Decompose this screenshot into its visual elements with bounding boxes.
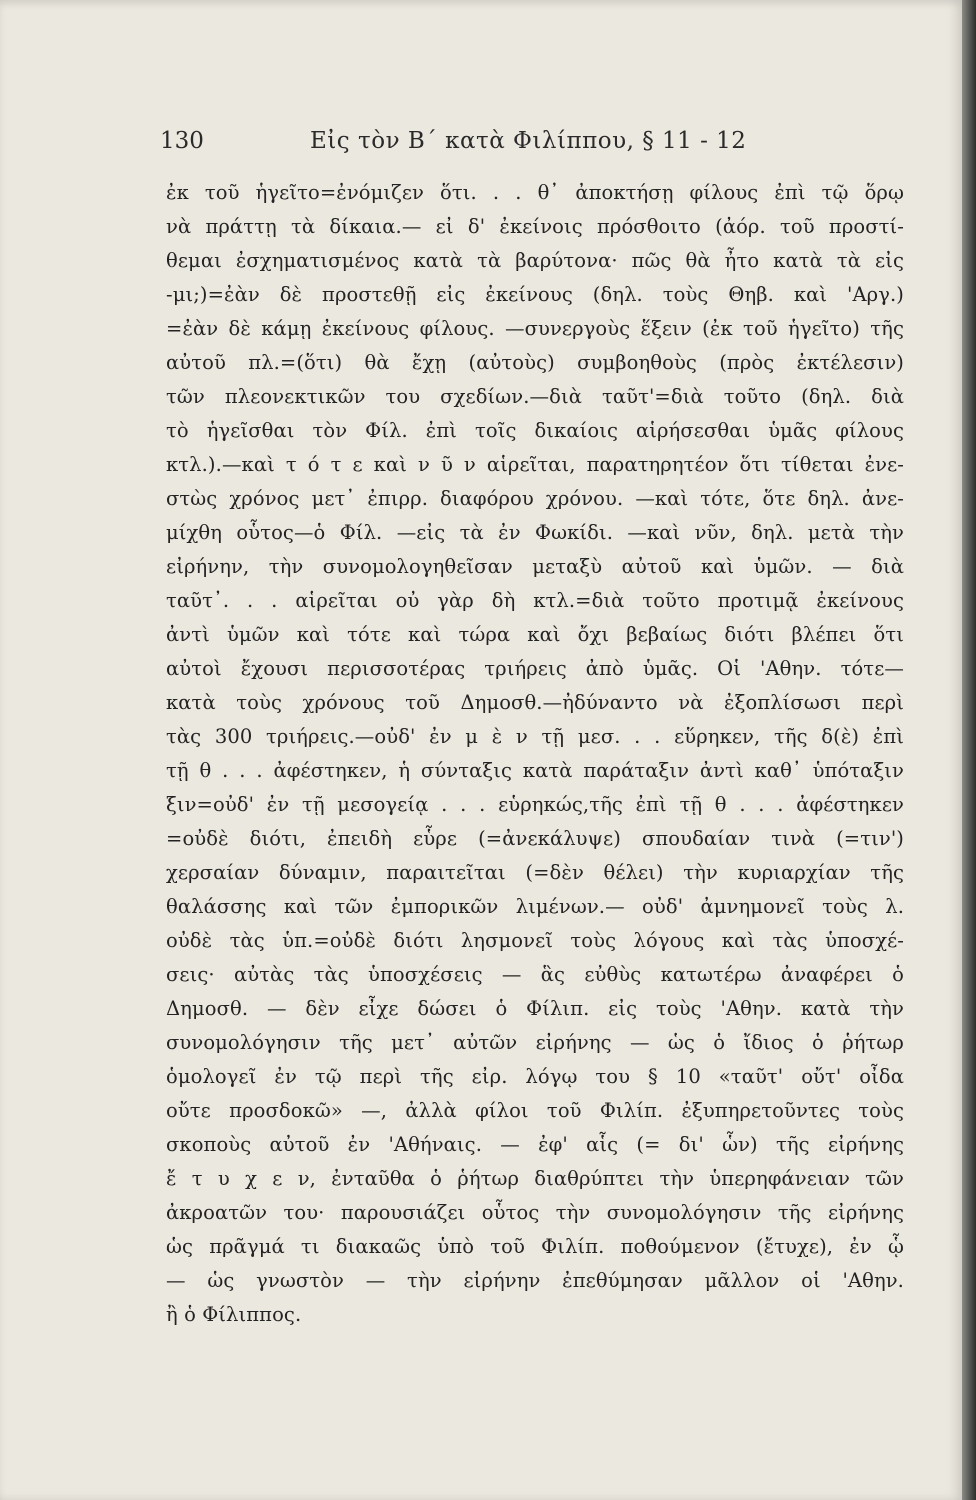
text-line: οὔτε προσδοκῶ» —, ἀλλὰ φίλοι τοῦ Φιλίπ. ἐξυπηρετοῦντες τοὺς: [166, 1099, 904, 1122]
text-line: ταῦτ᾽. . . αἱρεῖται οὐ γὰρ δὴ κτλ.=διὰ τοῦτο προτιμᾷ ἐκείνους: [166, 589, 904, 612]
text-line: ἀκροατῶν του· παρουσιάζει οὗτος τὴν συνομολόγησιν τῆς εἰρήνης: [166, 1201, 904, 1224]
commentary-text: [166, 176, 904, 1332]
text-line: θαλάσσης καὶ τῶν ἐμπορικῶν λιμένων.— οὐδ' ἀμνημονεῖ τοὺς λ.: [166, 895, 904, 918]
text-line: ἐκ τοῦ ἡγεῖτο=ἐνόμιζεν ὅτι. . . θ᾽ ἀποκτήσῃ φίλους ἐπὶ τῷ ὅρῳ: [166, 181, 904, 204]
text-line: τὰς 300 τριήρεις.—οὐδ' ἐν μ ὲ ν τῇ μεσ. . . εὕρηκεν, τῆς δ(ὲ) ἐπὶ: [166, 725, 904, 748]
text-line: κτλ.).—καὶ τ ό τ ε καὶ ν ῦ ν αἱρεῖται, παρατηρητέον ὅτι τίθεται ἐνε-: [166, 453, 904, 476]
text-line: — ὡς γνωστὸν — τὴν εἰρήνην ἐπεθύμησαν μᾶλλον οἱ 'Αθην.: [166, 1269, 904, 1292]
page-number: 130: [160, 128, 204, 154]
text-line: ἀντὶ ὑμῶν καὶ τότε καὶ τώρα καὶ ὄχι βεβαίως διότι βλέπει ὅτι: [166, 623, 904, 646]
text-line: ὁμολογεῖ ἐν τῷ περὶ τῆς εἰρ. λόγῳ του § 10 «ταῦτ' οὔτ' οἶδα: [166, 1065, 904, 1088]
text-line: οὐδὲ τὰς ὑπ.=οὐδὲ διότι λησμονεῖ τοὺς λόγους καὶ τὰς ὑποσχέ-: [166, 929, 904, 952]
text-line: τῶν πλεονεκτικῶν του σχεδίων.—διὰ ταῦτ'=διὰ τοῦτο (δηλ. διὰ: [166, 385, 904, 408]
text-line: =οὐδὲ διότι, ἐπειδὴ εὗρε (=ἀνεκάλυψε) σπουδαίαν τινὰ (=τιν'): [166, 827, 904, 850]
text-line: μίχθη οὗτος—ὁ Φίλ. —εἰς τὰ ἐν Φωκίδι. —καὶ νῦν, δηλ. μετὰ τὴν: [166, 521, 904, 544]
text-line: νὰ πράττῃ τὰ δίκαια.— εἰ δ' ἐκείνοις πρόσθοιτο (ἀόρ. τοῦ προστί-: [166, 215, 904, 238]
page-header: [160, 128, 800, 168]
text-line: θεμαι ἐσχηματισμένος κατὰ τὰ βαρύτονα· πῶς θὰ ἦτο κατὰ τὰ εἰς: [166, 249, 904, 272]
text-line: αὐτοὶ ἔχουσι περισσοτέρας τριήρεις ἀπὸ ὑμᾶς. Οἱ 'Αθην. τότε—: [166, 657, 904, 680]
text-line: τῇ θ . . . ἀφέστηκεν, ἡ σύνταξις κατὰ παράταξιν ἀντὶ καθ᾽ ὑπόταξιν: [166, 759, 904, 782]
text-line: τὸ ἡγεῖσθαι τὸν Φίλ. ἐπὶ τοῖς δικαίοις αἱρήσεσθαι ὑμᾶς φίλους: [166, 419, 904, 442]
text-line: κατὰ τοὺς χρόνους τοῦ Δημοσθ.—ἠδύναντο νὰ ἐξοπλίσωσι περὶ: [166, 691, 904, 714]
text-line: ὡς πρᾶγμά τι διακαῶς ὑπὸ τοῦ Φιλίπ. ποθούμενον (ἔτυχε), ἐν ᾧ: [166, 1235, 904, 1258]
text-line: =ἐὰν δὲ κάμῃ ἐκείνους φίλους. —συνεργοὺς ἕξειν (ἐκ τοῦ ἡγεῖτο) τῆς: [166, 317, 904, 340]
text-line: σκοποὺς αὐτοῦ ἐν 'Αθήναις. — ἐφ' αἷς (= δι' ὧν) τῆς εἰρήνης: [166, 1133, 904, 1156]
text-line: ἔ τ υ χ ε ν, ἐνταῦθα ὁ ῥήτωρ διαθρύπτει τὴν ὑπερηφάνειαν τῶν: [166, 1167, 904, 1190]
text-line: αὐτοῦ πλ.=(ὅτι) θὰ ἔχῃ (αὐτοὺς) συμβοηθοὺς (πρὸς ἐκτέλεσιν): [166, 351, 904, 374]
text-line: -μι;)=ἐὰν δὲ προστεθῇ εἰς ἐκείνους (δηλ. τοὺς Θηβ. καὶ 'Αργ.): [166, 283, 904, 306]
text-line: σεις· αὐτὰς τὰς ὑποσχέσεις — ἃς εὐθὺς κατωτέρω ἀναφέρει ὁ: [166, 963, 904, 986]
text-line: χερσαίαν δύναμιν, παραιτεῖται (=δὲν θέλει) τὴν κυριαρχίαν τῆς: [166, 861, 904, 884]
page-edge-shadow: [962, 0, 976, 1500]
text-line: συνομολόγησιν τῆς μετ᾽ αὐτῶν εἰρήνης — ὡς ὁ ἴδιος ὁ ῥήτωρ: [166, 1031, 904, 1054]
text-line: ξιν=οὐδ' ἐν τῇ μεσογείᾳ . . . εὑρηκώς,τῆς ἐπὶ τῇ θ . . . ἀφέστηκεν: [166, 793, 904, 816]
text-line: ἢ ὁ Φίλιππος.: [166, 1303, 302, 1326]
text-line: στὼς χρόνος μετ᾽ ἐπιρρ. διαφόρου χρόνου. —καὶ τότε, ὅτε δηλ. ἀνε-: [166, 487, 904, 510]
running-head: Εἰς τὸν Β΄ κατὰ Φιλίππου, § 11 - 12: [310, 128, 747, 154]
text-line: Δημοσθ. — δὲν εἶχε δώσει ὁ Φίλιπ. εἰς τοὺς 'Αθην. κατὰ τὴν: [166, 997, 904, 1020]
text-line: εἰρήνην, τὴν συνομολογηθεῖσαν μεταξὺ αὐτοῦ καὶ ὑμῶν. — διὰ: [166, 555, 904, 578]
